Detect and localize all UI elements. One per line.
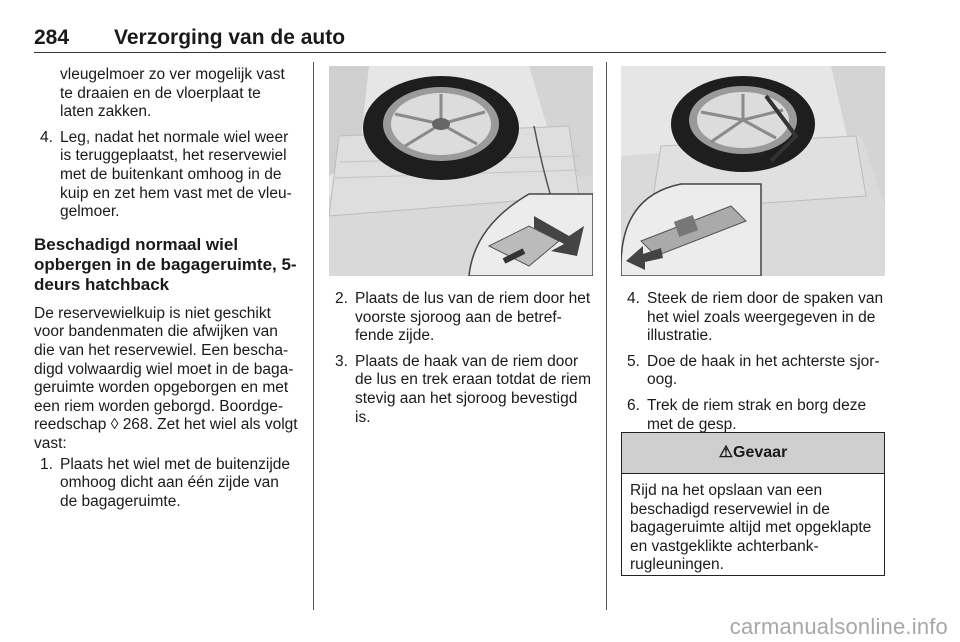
intro-text-part2: . Zet het wiel als volgt vast:	[34, 416, 298, 452]
page-reference-arrow-icon: ◊	[110, 416, 119, 434]
section-heading: Beschadigd normaal wiel opbergen in de bagageruimte, 5-deurs hatchback	[34, 234, 297, 294]
column-2	[329, 290, 593, 427]
page-title: Verzorging van de auto	[114, 26, 346, 49]
danger-warning-box	[621, 432, 885, 576]
page-header	[34, 26, 886, 53]
step-number: 5.	[627, 352, 640, 370]
intro-paragraph	[34, 305, 298, 454]
step-4-right	[621, 290, 885, 346]
column-3	[621, 290, 885, 434]
step-2	[329, 290, 593, 346]
danger-title: Gevaar	[733, 444, 788, 461]
step-text: Plaats de lus van de riem door het voorste sjoroog aan de betreffende zijde.	[355, 290, 591, 345]
step-number: 4.	[40, 128, 53, 146]
column-1	[34, 66, 298, 511]
continued-step-text: vleugelmoer zo ver mogelijk vast te draaien en de vloerplaat te laten zakken.	[60, 66, 285, 121]
step-text: Plaats het wiel met de buitenzijde omhoog dicht aan één zijde van de bagageruimte.	[60, 455, 291, 510]
watermark: carmanualsonline.info	[729, 614, 948, 639]
column-divider-left	[313, 62, 314, 610]
step-text: Leg, nadat het normale wiel weer is teruggeplaatst, het reservewiel met de buitenkant omhoog in de kuip en zet hem vast met de vleugelmoer.	[60, 128, 292, 221]
step-text: Trek de riem strak en borg deze met de gesp.	[647, 396, 867, 433]
danger-header	[622, 433, 884, 474]
intro-text-part1: De reservewielkuip is niet geschikt voor bandenmaten die afwijken van die van het reservewiel. Een beschadigd volwaardig wiel moet in de bagageruimte worden opgeborgen en met een riem worden geborgd. Boordgereedschap	[34, 304, 294, 434]
warning-triangle-icon: ⚠	[718, 444, 734, 461]
illustration-strap-loop	[329, 66, 593, 276]
step-number: 6.	[627, 396, 640, 414]
page-number: 284	[34, 26, 70, 49]
illustration-strap-spokes	[621, 66, 885, 276]
step-text: Steek de riem door de spaken van het wiel zoals weergegeven in de illustratie.	[647, 290, 884, 345]
step-number: 3.	[335, 352, 348, 370]
step-3	[329, 353, 593, 427]
step-1	[34, 456, 298, 512]
step-text: Doe de haak in het achterste sjoroog.	[647, 352, 880, 389]
step-6	[621, 397, 885, 434]
danger-text: Rijd na het opslaan van een beschadigd reservewiel in de bagageruimte altijd met opgeklapte en vastgeklikte achterbankrugleuningen.	[630, 482, 872, 574]
step-number: 1.	[40, 455, 53, 473]
page-reference-link[interactable]: 268	[122, 416, 149, 434]
step-number: 4.	[627, 290, 640, 307]
step-number: 2.	[335, 290, 348, 307]
step-text: Plaats de haak van de riem door de lus en trek eraan totdat de riem stevig aan het sjoroog bevestigd is.	[355, 352, 592, 426]
column-divider-right	[606, 62, 607, 610]
step-4-left	[34, 129, 298, 222]
step-5	[621, 353, 885, 390]
